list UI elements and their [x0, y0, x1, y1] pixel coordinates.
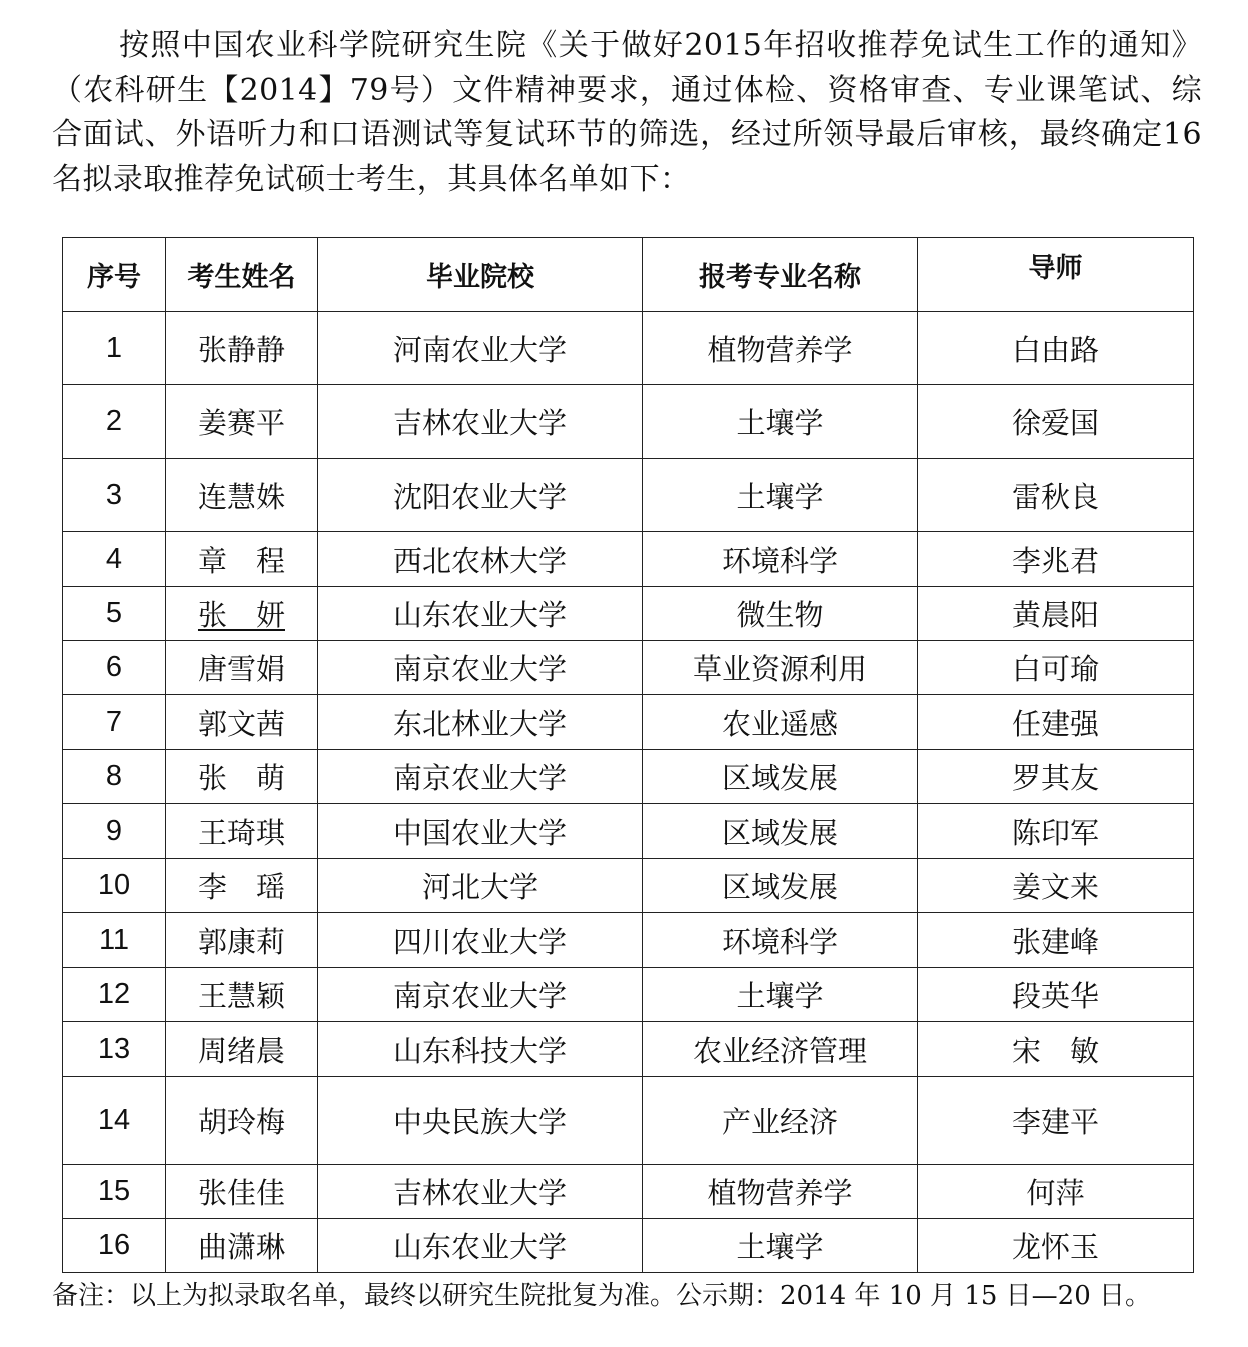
cell-tutor: 李建平: [918, 1077, 1194, 1165]
table-row: [63, 1219, 1194, 1273]
cell-name: 张 萌: [166, 750, 318, 804]
cell-major: 农业经济管理: [643, 1022, 918, 1077]
table-row: [63, 385, 1194, 459]
header-graduate-school: 毕业院校: [318, 238, 643, 312]
cell-major: 产业经济: [643, 1077, 918, 1165]
header-candidate-name: 考生姓名: [166, 238, 318, 312]
table-row: [63, 695, 1194, 750]
cell-tutor: 李兆君: [918, 532, 1194, 587]
cell-school: 四川农业大学: [318, 913, 643, 968]
cell-no: 16: [63, 1219, 166, 1273]
cell-major: 环境科学: [643, 532, 918, 587]
cell-major: 区域发展: [643, 750, 918, 804]
cell-tutor: 白由路: [918, 312, 1194, 385]
cell-name: [166, 587, 318, 641]
cell-name: 章 程: [166, 532, 318, 587]
intro-paragraph: [52, 24, 1202, 202]
cell-tutor: 雷秋良: [918, 459, 1194, 532]
table-row: [63, 532, 1194, 587]
cell-name: 曲潇琳: [166, 1219, 318, 1273]
cell-name: 郭康莉: [166, 913, 318, 968]
cell-tutor: 宋 敏: [918, 1022, 1194, 1077]
cell-school: 中国农业大学: [318, 804, 643, 859]
cell-school: 沈阳农业大学: [318, 459, 643, 532]
cell-tutor: 任建强: [918, 695, 1194, 750]
cell-school: 山东农业大学: [318, 587, 643, 641]
cell-name: 周绪晨: [166, 1022, 318, 1077]
table-row: [63, 804, 1194, 859]
cell-no: 3: [63, 459, 166, 532]
cell-school: 西北农林大学: [318, 532, 643, 587]
intro-text: 按照中国农业科学院研究生院《关于做好2015年招收推荐免试生工作的通知》（农科研生【2014】79号）文件精神要求，通过体检、资格审查、专业课笔试、综合面试、外语听力和口语测试等复试环节的筛选，经过所领导最后审核，最终确定16名拟录取推荐免试硕士考生，其具体名单如下：: [52, 28, 1202, 197]
cell-tutor: 黄晨阳: [918, 587, 1194, 641]
cell-name: 郭文茜: [166, 695, 318, 750]
cell-name: 连慧姝: [166, 459, 318, 532]
cell-no: 13: [63, 1022, 166, 1077]
cell-school: 山东科技大学: [318, 1022, 643, 1077]
header-major: 报考专业名称: [643, 238, 918, 312]
cell-school: 吉林农业大学: [318, 385, 643, 459]
table-row: [63, 968, 1194, 1022]
table-row: [63, 1165, 1194, 1219]
cell-school: 河南农业大学: [318, 312, 643, 385]
cell-tutor: 段英华: [918, 968, 1194, 1022]
cell-school: 河北大学: [318, 859, 643, 913]
cell-name: 王慧颖: [166, 968, 318, 1022]
cell-tutor: 姜文来: [918, 859, 1194, 913]
table-row: [63, 641, 1194, 695]
cell-major: 植物营养学: [643, 312, 918, 385]
cell-no: 7: [63, 695, 166, 750]
cell-school: 南京农业大学: [318, 968, 643, 1022]
cell-no: 2: [63, 385, 166, 459]
cell-major: 区域发展: [643, 859, 918, 913]
cell-name: 李 瑶: [166, 859, 318, 913]
header-tutor: 导师: [918, 238, 1194, 312]
cell-major: 农业遥感: [643, 695, 918, 750]
table-row: [63, 1077, 1194, 1165]
cell-major: 区域发展: [643, 804, 918, 859]
cell-no: 11: [63, 913, 166, 968]
cell-name: 张静静: [166, 312, 318, 385]
cell-no: 15: [63, 1165, 166, 1219]
cell-tutor: 白可瑜: [918, 641, 1194, 695]
cell-school: 山东农业大学: [318, 1219, 643, 1273]
cell-no: 1: [63, 312, 166, 385]
table-header-row: [63, 238, 1194, 312]
cell-tutor: 徐爱国: [918, 385, 1194, 459]
cell-school: 东北林业大学: [318, 695, 643, 750]
table-row: [63, 1022, 1194, 1077]
table-row: [63, 750, 1194, 804]
cell-name-underlined: 张 妍: [197, 598, 285, 632]
cell-no: 14: [63, 1077, 166, 1165]
cell-major: 土壤学: [643, 1219, 918, 1273]
cell-name: 胡玲梅: [166, 1077, 318, 1165]
cell-no: 8: [63, 750, 166, 804]
cell-major: 草业资源利用: [643, 641, 918, 695]
cell-no: 6: [63, 641, 166, 695]
cell-school: 吉林农业大学: [318, 1165, 643, 1219]
header-serial-no: 序号: [63, 238, 166, 312]
cell-school: 中央民族大学: [318, 1077, 643, 1165]
cell-name: 张佳佳: [166, 1165, 318, 1219]
cell-no: 4: [63, 532, 166, 587]
cell-no: 10: [63, 859, 166, 913]
cell-tutor: 龙怀玉: [918, 1219, 1194, 1273]
cell-major: 土壤学: [643, 968, 918, 1022]
cell-name: 王琦琪: [166, 804, 318, 859]
cell-major: 植物营养学: [643, 1165, 918, 1219]
cell-major: 土壤学: [643, 459, 918, 532]
cell-tutor: 罗其友: [918, 750, 1194, 804]
table-row: [63, 859, 1194, 913]
cell-no: 12: [63, 968, 166, 1022]
cell-no: 5: [63, 587, 166, 641]
admission-table: [62, 237, 1194, 1273]
cell-tutor: 何萍: [918, 1165, 1194, 1219]
cell-school: 南京农业大学: [318, 641, 643, 695]
table-row: [63, 587, 1194, 641]
cell-tutor: 张建峰: [918, 913, 1194, 968]
table-row: [63, 459, 1194, 532]
cell-name: 姜赛平: [166, 385, 318, 459]
cell-school: 南京农业大学: [318, 750, 643, 804]
footnote: 备注：以上为拟录取名单，最终以研究生院批复为准。公示期：2014 年 10 月 15 日—20 日。: [52, 1281, 1152, 1311]
cell-no: 9: [63, 804, 166, 859]
cell-major: 土壤学: [643, 385, 918, 459]
table-row: [63, 913, 1194, 968]
cell-tutor: 陈印军: [918, 804, 1194, 859]
table-row: [63, 312, 1194, 385]
cell-major: 环境科学: [643, 913, 918, 968]
cell-name: 唐雪娟: [166, 641, 318, 695]
cell-major: 微生物: [643, 587, 918, 641]
